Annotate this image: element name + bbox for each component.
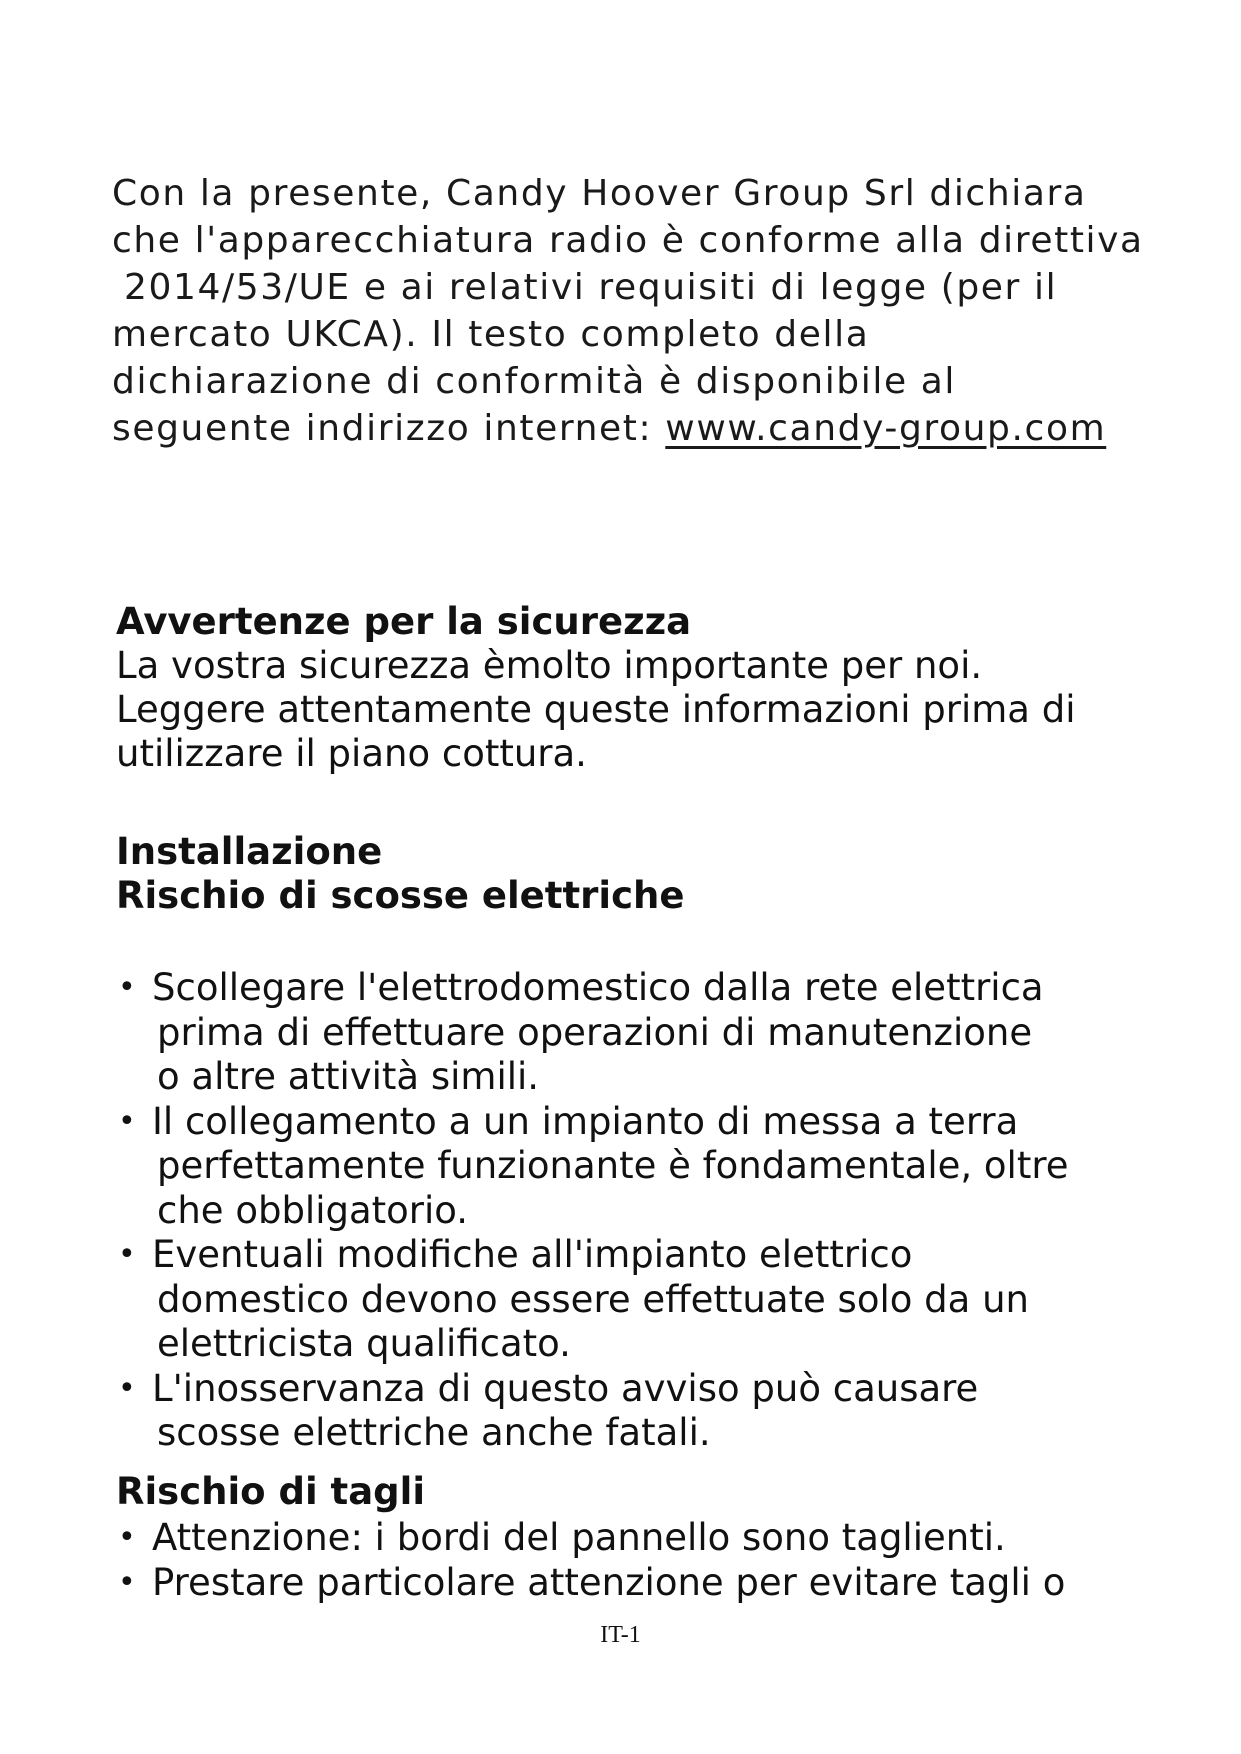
installation-heading: Installazione	[116, 830, 383, 873]
cuts-heading: Rischio di tagli	[116, 1470, 426, 1513]
bullet-icon: •	[118, 1237, 136, 1272]
safety-section	[116, 600, 1076, 776]
list-item-line: elettricista qualificato.	[157, 1322, 571, 1365]
declaration-line: Con la presente, Candy Hoover Group Srl dichiara	[112, 173, 1087, 214]
safety-intro-line: La vostra sicurezza èmolto importante per noi.	[116, 644, 983, 687]
bullet-icon: •	[118, 1103, 136, 1139]
list-item	[116, 1233, 1176, 1367]
declaration-line: 2014/53/UE e ai relativi requisiti di legge (per il	[124, 267, 1058, 308]
bullet-icon: •	[118, 1520, 136, 1555]
list-item-line: L'inosservanza di questo avviso può causare	[152, 1366, 979, 1410]
declaration-line: che l'apparecchiatura radio è conforme alla direttiva	[112, 220, 1144, 261]
list-item-line: Prestare particolare attenzione per evitare tagli o	[152, 1560, 1066, 1604]
list-item	[116, 966, 1176, 1100]
electric-shock-list	[116, 966, 1176, 1456]
electric-shock-subheading: Rischio di scosse elettriche	[116, 874, 685, 917]
declaration-last-line	[112, 405, 1152, 452]
list-item-line: perfettamente funzionante è fondamentale, oltre	[157, 1144, 1069, 1187]
list-item-line: Il collegamento a un impianto di messa a terra	[152, 1099, 1019, 1143]
list-item-line: Scollegare l'elettrodomestico dalla rete elettrica	[152, 966, 1044, 1009]
list-item-line: domestico devono essere effettuate solo da un	[157, 1277, 1029, 1321]
cuts-list	[116, 1516, 1176, 1605]
list-item-line: o altre attività simili.	[157, 1055, 540, 1098]
safety-intro-line: utilizzare il piano cottura.	[116, 732, 587, 775]
list-item-line: scosse elettriche anche fatali.	[157, 1411, 711, 1454]
bullet-icon: •	[118, 1370, 136, 1406]
safety-heading: Avvertenze per la sicurezza	[116, 600, 692, 643]
safety-intro-line: Leggere attentamente queste informazioni prima di	[116, 688, 1076, 731]
bullet-icon: •	[118, 970, 136, 1005]
declaration-line-prefix: seguente indirizzo internet:	[112, 408, 653, 449]
declaration-line: dichiarazione di conformità è disponibile al	[112, 361, 957, 402]
installation-section	[116, 830, 684, 918]
list-item	[116, 1100, 1176, 1234]
declaration-line: mercato UKCA). Il testo completo della	[112, 314, 870, 355]
list-item	[116, 1561, 1176, 1606]
list-item-line: Eventuali modifiche all'impianto elettrico	[152, 1233, 913, 1276]
website-link[interactable]: www.candy-group.com	[665, 408, 1107, 449]
cuts-section	[116, 1470, 425, 1514]
list-item-line: prima di effettuare operazioni di manutenzione	[157, 1010, 1033, 1054]
declaration-paragraph	[112, 170, 1152, 452]
list-item-line: che obbligatorio.	[157, 1188, 469, 1232]
list-item-line: Attenzione: i bordi del pannello sono taglienti.	[152, 1516, 1006, 1559]
bullet-icon: •	[118, 1564, 136, 1600]
list-item	[116, 1367, 1176, 1456]
list-item	[116, 1516, 1176, 1561]
page-number: IT-1	[600, 1622, 641, 1648]
